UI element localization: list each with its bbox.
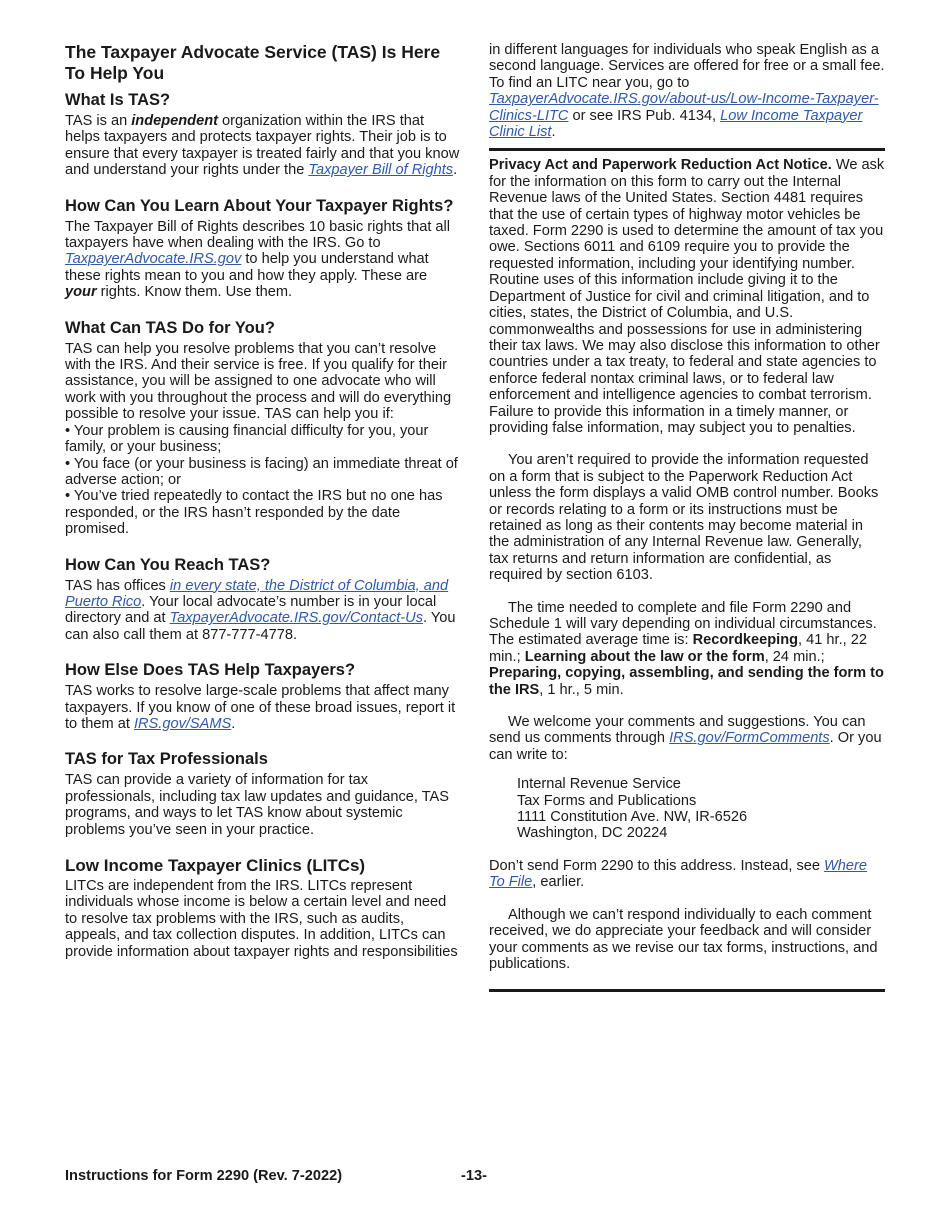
time-estimate-paragraph xyxy=(489,600,885,698)
text-span: rights. Know them. Use them. xyxy=(96,284,293,301)
text-span: The time needed to complete and file Form 2290 and Schedule 1 will vary depending on individual circumstances. The estimated average time is: xyxy=(489,599,877,649)
text-span: TAS is an xyxy=(65,113,132,129)
reach-tas-heading: How Can You Reach TAS? xyxy=(65,555,271,574)
text-span: Don’t send Form 2290 to this address. Instead, see xyxy=(489,857,825,874)
tax-professionals-paragraph: TAS can provide a variety of information for tax professionals, including tax law updates and guidance, TAS programs, and ways to let TAS know about systemic problems you’ve seen in your practice. xyxy=(65,772,450,838)
offices-link[interactable]: in every state, the District of Columbia, and Puerto Rico xyxy=(65,577,449,610)
text-span: . xyxy=(453,162,458,179)
litc-list-link[interactable]: Low Income Taxpayer Clinic List xyxy=(489,107,863,141)
bullet-item: • You face (or your business is facing) an immediate threat of adverse action; or xyxy=(65,455,458,488)
end-divider xyxy=(489,989,885,992)
bullet-item: • Your problem is causing financial difficulty for you, your family, or your business; xyxy=(65,422,429,456)
address-line: Washington, DC 20224 xyxy=(517,825,668,842)
tas-help-taxpayers-paragraph xyxy=(65,683,461,732)
what-is-tas-heading: What Is TAS? xyxy=(65,91,171,109)
text-span: We welcome your comments and suggestions. You can send us comments through xyxy=(489,714,866,747)
text-span: in different languages for individuals who speak English as a second language. Services are offered for free or a small fee. To find an LITC near you, go to xyxy=(489,42,885,91)
learn-rights-paragraph xyxy=(65,219,461,301)
section-divider xyxy=(489,148,885,151)
what-can-tas-do-heading: What Can TAS Do for You? xyxy=(65,318,275,337)
tas-help-taxpayers-heading: How Else Does TAS Help Taxpayers? xyxy=(65,661,356,680)
text-span: . Or you can write to: xyxy=(489,730,882,763)
page-number: -13- xyxy=(461,1168,487,1184)
bold-term: Learning about the law or the form xyxy=(524,648,765,665)
text-span: organization within the IRS that helps taxpayers and protects taxpayer rights. Their job is to ensure that every taxpayer is treated fairly and that you know and understand your rights under the xyxy=(65,113,460,179)
privacy-act-title: Privacy Act and Paperwork Reduction Act Notice. xyxy=(489,157,832,174)
where-to-file-link[interactable]: Where To File xyxy=(489,857,868,891)
mailing-address xyxy=(517,776,885,842)
reach-tas-paragraph xyxy=(65,578,461,644)
left-column xyxy=(65,42,461,960)
text-span: , earlier. xyxy=(532,874,585,891)
address-line: Internal Revenue Service xyxy=(517,776,681,793)
litc-continued-paragraph xyxy=(489,42,885,140)
emphasis-your: your xyxy=(65,284,97,301)
omb-paragraph: You aren’t required to provide the information requested on a form that is subject to the Paperwork Reduction Act unless the form displays a valid OMB control number. Books or records relating to a form or its instructions must be retained as long as their contents may become material in the administration of any Internal Revenue law. Generally, tax returns and return information are confidential, as required by section 6103. xyxy=(489,452,879,584)
what-can-tas-do-paragraph: TAS can help you resolve problems that you can’t resolve with the IRS. And their service is free. If you qualify for their assistance, you will be assigned to one advocate who will work with you throughout the process and will do everything possible to resolve your issue. TAS can help you if: xyxy=(65,340,452,423)
form-comments-link[interactable]: IRS.gov/FormComments xyxy=(669,730,830,747)
footer-title: Instructions for Form 2290 (Rev. 7-2022) xyxy=(65,1168,343,1184)
text-span: . Your local advocate’s number is in your local directory and at xyxy=(65,593,437,627)
page-footer xyxy=(65,1168,885,1188)
text-span: , 24 min.; xyxy=(764,648,825,665)
sams-link[interactable]: IRS.gov/SAMS xyxy=(133,715,232,732)
tas-heading: The Taxpayer Advocate Service (TAS) Is Here To Help You xyxy=(65,42,441,83)
contact-us-link[interactable]: TaxpayerAdvocate.IRS.gov/Contact-Us xyxy=(169,610,424,627)
learn-rights-heading: How Can You Learn About Your Taxpayer Rights? xyxy=(65,196,454,215)
text-span: or see IRS Pub. 4134, xyxy=(568,107,721,124)
text-span: . xyxy=(231,715,236,732)
text-span: . You can also call them at 877-777-4778. xyxy=(65,610,456,643)
text-span: . xyxy=(551,124,556,141)
text-span: to help you understand what these rights mean to you and how they apply. These are xyxy=(65,251,429,284)
bullet-item: • You’ve tried repeatedly to contact the IRS but no one has responded, or the IRS hasn’t responded by the date promised. xyxy=(65,488,443,538)
address-line: 1111 Constitution Ave. NW, IR-6526 xyxy=(517,809,748,826)
litc-locator-link[interactable]: TaxpayerAdvocate.IRS.gov/about-us/Low-Income-Taxpayer-Clinics-LITC xyxy=(489,91,879,124)
address-line: Tax Forms and Publications xyxy=(517,792,697,809)
taxpayer-bill-of-rights-link[interactable]: Taxpayer Bill of Rights xyxy=(308,162,454,179)
litc-paragraph: LITCs are independent from the IRS. LITCs represent individuals whose income is below a certain level and need to resolve tax problems with the IRS, such as audits, appeals, and tax collection disputes. In addition, LITCs can provide information about taxpayer rights and responsibilities xyxy=(65,878,458,960)
dont-send-paragraph xyxy=(489,858,885,891)
text-span: The Taxpayer Bill of Rights describes 10 basic rights that all taxpayers have when dealing with the IRS. Go to xyxy=(65,218,451,252)
litc-heading: Low Income Taxpayer Clinics (LITCs) xyxy=(65,856,366,875)
bold-term: Recordkeeping xyxy=(692,632,799,649)
text-span: , 1 hr., 5 min. xyxy=(539,681,624,698)
bold-term: Preparing, copying, assembling, and sending the form to the IRS xyxy=(489,665,884,698)
text-span: TAS has offices xyxy=(65,577,170,594)
what-is-tas-paragraph xyxy=(65,113,461,179)
right-column xyxy=(489,42,885,992)
text-span: We ask for the information on this form to carry out the Internal Revenue laws of the United States. Section 4481 requires that the use of certain types of highway motor vehicles be taxed. Form 2290 is used to determine the amount of tax you owe. Sections 6011 and 6109 require you to provide the requested information, including your identifying number. Routine uses of this information include giving it to the Department of Justice for civil and criminal litigation, and to cities, states, the District of Columbia, and U.S. commonwealths and possessions for use in administering their tax laws. We may also disclose this information to other countries under a tax treaty, to federal and state agencies to enforce federal nontax criminal laws, or to federal law enforcement and intelligence agencies to combat terrorism. Failure to provide this information in a timely manner, or providing false information, may subject you to penalties. xyxy=(489,157,885,436)
privacy-act-paragraph xyxy=(489,157,885,436)
text-span: , 41 hr., 22 min.; xyxy=(489,632,867,665)
comments-paragraph xyxy=(489,714,885,763)
closing-paragraph: Although we can’t respond individually to each comment received, we do appreciate your feedback and will consider your comments as we revise our tax forms, instructions, and publications. xyxy=(489,906,878,972)
tax-professionals-heading: TAS for Tax Professionals xyxy=(65,750,268,769)
emphasis-independent: independent xyxy=(131,113,218,129)
taxpayer-advocate-link[interactable]: TaxpayerAdvocate.IRS.gov xyxy=(65,251,242,268)
text-span: TAS works to resolve large-scale problems that affect many taxpayers. If you know of one of these broad issues, report it to them at xyxy=(65,683,456,732)
